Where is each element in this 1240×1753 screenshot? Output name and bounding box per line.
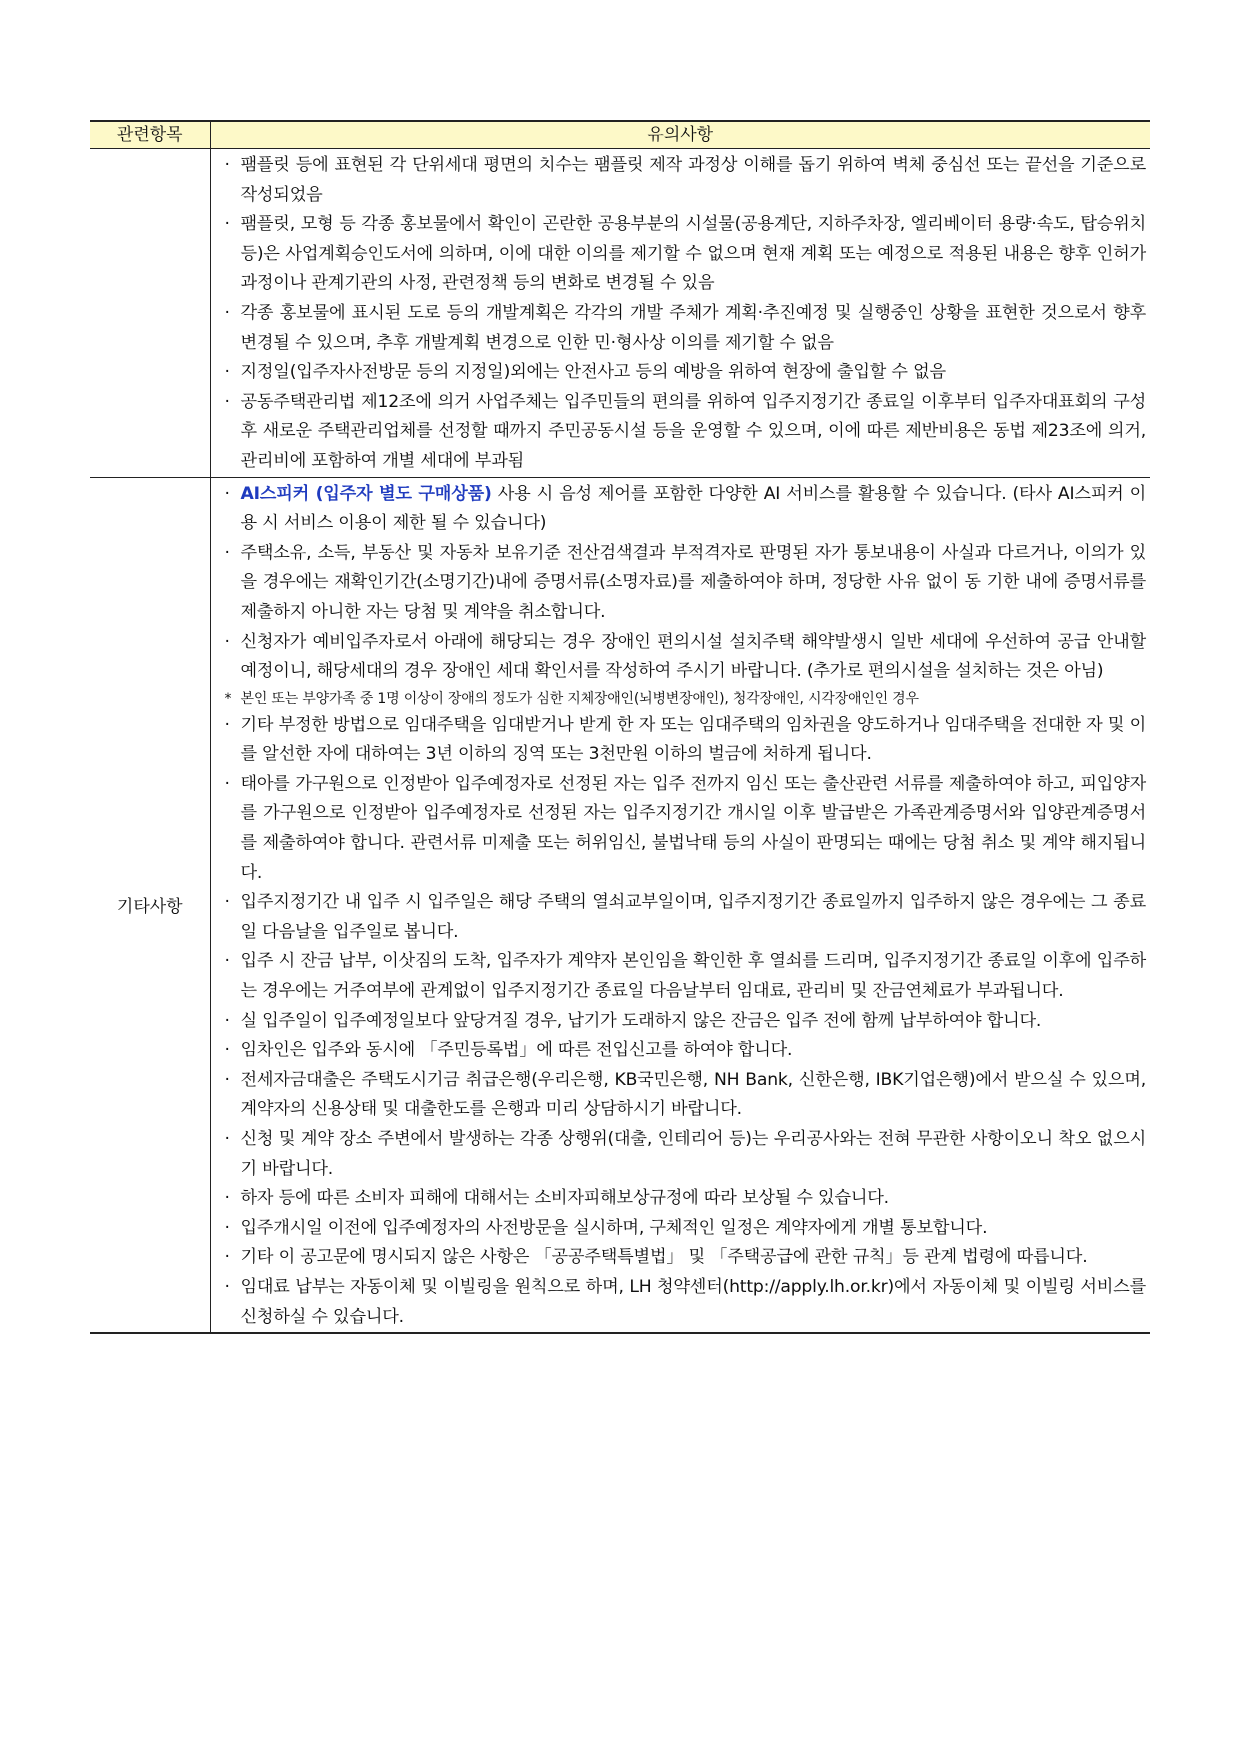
list-item — [223, 1243, 1147, 1273]
bullet-mark: · — [224, 1188, 230, 1209]
bullet-mark: · — [224, 391, 230, 412]
item-text: 임대료 납부는 자동이체 및 이빌링을 원칙으로 하며, LH 청약센터(http://apply.lh.or.kr)에서 자동이체 및 이빌링 서비스를 신청하실 수 있습니다. — [240, 1276, 1146, 1327]
section-row — [90, 149, 1150, 478]
item-text: 기타 이 공고문에 명시되지 않은 사항은 「공공주택특별법」 및 「주택공급에 관한 규칙」등 관계 법령에 따릅니다. — [240, 1247, 1088, 1268]
item-text: 지정일(입주자사전방문 등의 지정일)외에는 안전사고 등의 예방을 위하여 현장에 출입할 수 없음 — [240, 362, 946, 383]
list-item — [223, 388, 1147, 477]
bullet-mark: · — [224, 773, 230, 794]
section-content — [210, 149, 1150, 478]
list-item — [223, 888, 1147, 947]
list-item — [223, 1066, 1147, 1125]
table-body — [90, 149, 1150, 1334]
bullet-mark: · — [224, 714, 230, 735]
header-notes: 유의사항 — [210, 121, 1150, 149]
header-related-item: 관련항목 — [90, 121, 210, 149]
list-item — [223, 1125, 1147, 1184]
section-label: 기타사항 — [90, 477, 210, 1333]
item-text: 입주개시일 이전에 입주예정자의 사전방문을 실시하며, 구체적인 일정은 계약자에게 개별 통보합니다. — [240, 1217, 988, 1238]
list-item — [223, 947, 1147, 1006]
item-text: 신청자가 예비입주자로서 아래에 해당되는 경우 장애인 편의시설 설치주택 해약발생시 일반 세대에 우선하여 공급 안내할 예정이니, 해당세대의 경우 장애인 세대 확인서를 작성하여 주시기 바랍니다. (추가로 편의시설을 설치하는 것은 아님) — [240, 631, 1146, 682]
list-item — [223, 711, 1147, 770]
list-item — [223, 358, 1147, 388]
list-item — [223, 299, 1147, 358]
item-text: 전세자금대출은 주택도시기금 취급은행(우리은행, KB국민은행, NH Bank, 신한은행, IBK기업은행)에서 받으실 수 있으며, 계약자의 신용상태 및 대출한도를 은행과 미리 상담하시기 바랍니다. — [240, 1069, 1146, 1120]
list-item — [223, 628, 1147, 687]
section-row — [90, 477, 1150, 1333]
item-text: 공동주택관리법 제12조에 의거 사업주체는 입주민들의 편의를 위하여 입주지정기간 종료일 이후부터 입주자대표회의 구성 후 새로운 주택관리업체를 선정할 때까지 주민공동시설 등을 운영할 수 있으며, 이에 따른 제반비용은 동법 제23조에 의거, 관리비에 포함하여 개별 세대에 부과됨 — [240, 391, 1146, 471]
list-item — [223, 1007, 1147, 1037]
bullet-mark: · — [224, 1069, 230, 1090]
bullet-mark: · — [224, 1010, 230, 1031]
bullet-mark: · — [224, 631, 230, 652]
item-text: 주택소유, 소득, 부동산 및 자동차 보유기준 전산검색결과 부적격자로 판명된 자가 통보내용이 사실과 다르거나, 이의가 있을 경우에는 재확인기간(소명기간)내에 증명서류(소명자료)를 제출하여야 하며, 정당한 사유 없이 동 기한 내에 증명서류를 제출하지 아니한 자는 당첨 및 계약을 취소합니다. — [240, 542, 1146, 622]
list-item — [223, 1184, 1147, 1214]
bullet-mark: · — [224, 302, 230, 323]
bullet-mark: · — [224, 1040, 230, 1061]
highlight-text: AI스피커 (입주자 별도 구매상품) — [240, 483, 492, 504]
list-item — [223, 1273, 1147, 1332]
list-item — [223, 1214, 1147, 1244]
item-text: 신청 및 계약 장소 주변에서 발생하는 각종 상행위(대출, 인테리어 등)는 우리공사와는 전혀 무관한 사항이오니 착오 없으시기 바랍니다. — [240, 1129, 1146, 1179]
notice-list — [223, 480, 1147, 1333]
item-text: 기타 부정한 방법으로 임대주택을 임대받거나 받게 한 자 또는 임대주택의 임차권을 양도하거나 임대주택을 전대한 자 및 이를 알선한 자에 대하여는 3년 이하의 징역 또는 3천만원 이하의 벌금에 처하게 됩니다. — [240, 714, 1146, 765]
item-text: 임차인은 입주와 동시에 「주민등록법」에 따른 전입신고를 하여야 합니다. — [240, 1040, 793, 1061]
bullet-mark: · — [224, 892, 230, 913]
list-item — [223, 770, 1147, 888]
bullet-mark: · — [224, 1247, 230, 1268]
item-text: 각종 홍보물에 표시된 도로 등의 개발계획은 각각의 개발 주체가 계획·추진예정 및 실행중인 상황을 표현한 것으로서 향후 변경될 수 있으며, 추후 개발계획 변경으로 인한 민·형사상 이의를 제기할 수 없음 — [240, 302, 1146, 353]
list-note — [223, 687, 1147, 711]
item-text: 하자 등에 따른 소비자 피해에 대해서는 소비자피해보상규정에 따라 보상될 수 있습니다. — [240, 1188, 889, 1209]
item-text: 본인 또는 부양가족 중 1명 이상이 장애의 정도가 심한 지체장애인(뇌병변장애인), 청각장애인, 시각장애인인 경우 — [240, 690, 919, 707]
list-item — [223, 210, 1147, 299]
bullet-mark: · — [224, 155, 230, 175]
item-text: 팸플릿 등에 표현된 각 단위세대 평면의 치수는 팸플릿 제작 과정상 이해를 돕기 위하여 벽체 중심선 또는 끝선을 기준으로 작성되었음 — [240, 155, 1146, 205]
item-text: 입주 시 잔금 납부, 이삿짐의 도착, 입주자가 계약자 본인임을 확인한 후 열쇠를 드리며, 입주지정기간 종료일 이후에 입주하는 경우에는 거주여부에 관계없이 입주지정기간 종료일 다음날부터 임대료, 관리비 및 잔금연체료가 부과됩니다. — [240, 951, 1146, 1002]
bullet-mark: · — [224, 362, 230, 383]
notice-table — [90, 120, 1150, 1334]
bullet-mark: · — [224, 1217, 230, 1238]
bullet-mark: · — [224, 214, 230, 235]
item-text: 입주지정기간 내 입주 시 입주일은 해당 주택의 열쇠교부일이며, 입주지정기간 종료일까지 입주하지 않은 경우에는 그 종료일 다음날을 입주일로 봅니다. — [240, 892, 1146, 942]
bullet-mark: · — [224, 483, 230, 504]
section-label — [90, 149, 210, 478]
bullet-mark: · — [224, 1129, 230, 1149]
bullet-mark: · — [224, 542, 230, 563]
item-text: 사용 시 음성 제어를 포함한 다양한 AI 서비스를 활용할 수 있습니다. (타사 AI스피커 이용 시 서비스 이용이 제한 될 수 있습니다) — [240, 483, 1146, 534]
list-item — [223, 480, 1147, 539]
item-text: 팸플릿, 모형 등 각종 홍보물에서 확인이 곤란한 공용부분의 시설물(공용계단, 지하주차장, 엘리베이터 용량·속도, 탑승위치 등)은 사업계획승인도서에 의하며, 이에 대한 이의를 제기할 수 없으며 현재 계획 또는 예정으로 적용된 내용은 향후 인허가 과정이나 관계기관의 사정, 관련정책 등의 변화로 변경될 수 있음 — [240, 214, 1146, 294]
item-text: 실 입주일이 입주예정일보다 앞당겨질 경우, 납기가 도래하지 않은 잔금은 입주 전에 함께 납부하여야 합니다. — [240, 1010, 1042, 1031]
list-item — [223, 539, 1147, 628]
bullet-mark: · — [224, 951, 230, 972]
section-content — [210, 477, 1150, 1333]
bullet-mark: * — [224, 690, 232, 707]
bullet-mark: · — [224, 1276, 230, 1297]
notice-list — [223, 151, 1147, 477]
list-item — [223, 151, 1147, 210]
list-item — [223, 1036, 1147, 1066]
table-header-row — [90, 121, 1150, 149]
item-text: 태아를 가구원으로 인정받아 입주예정자로 선정된 자는 입주 전까지 임신 또는 출산관련 서류를 제출하여야 하고, 피입양자를 가구원으로 인정받아 입주예정자로 선정된 자는 입주지정기간 개시일 이후 발급받은 가족관계증명서와 입양관계증명서를 제출하여야 합니다. 관련서류 미제출 또는 허위임신, 불법낙태 등의 사실이 판명되는 때에는 당첨 취소 및 계약 해지됩니다. — [240, 773, 1146, 883]
